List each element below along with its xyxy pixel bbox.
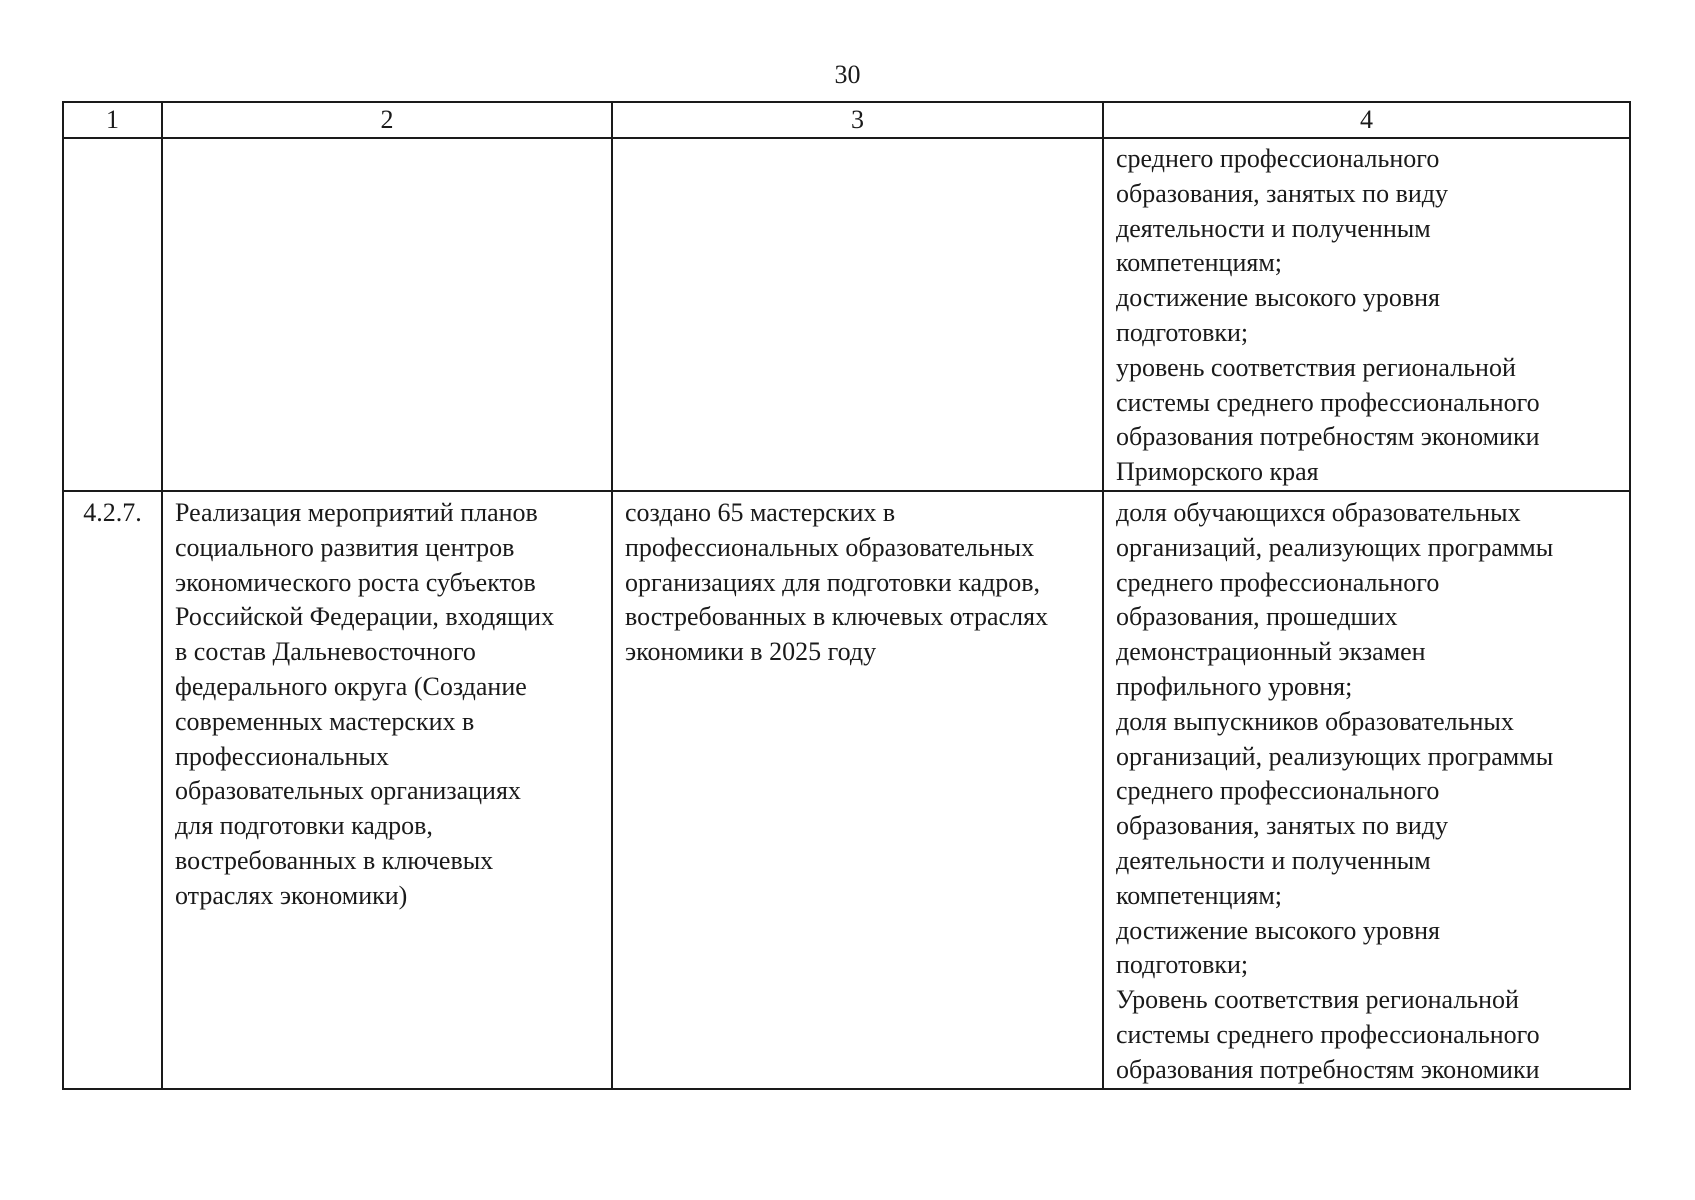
table-row [63,491,1630,1089]
cell-text-line: в состав Дальневосточного [175,637,476,667]
item-number-cell: 4.2.7. [63,491,162,1089]
cell-text-line: доля обучающихся образовательных [1116,497,1521,527]
cell-text-line: организаций, реализующих программы [1116,532,1554,562]
table-row [63,138,1630,491]
cell-text-line: образования потребностям экономики [1116,1054,1540,1084]
cell-text-line: востребованных в ключевых [175,845,494,875]
header-cell-3: 3 [612,102,1103,138]
cell-text-line: доля выпускников образовательных [1116,706,1514,736]
document-table [62,101,1631,1090]
cell-text-line: демонстрационный экзамен [1116,637,1426,667]
result-cell [612,491,1103,1089]
cell-text-line: современных мастерских в [175,706,475,736]
cell-text-line: организаций, реализующих программы [1116,741,1554,771]
cell-text-line: образования, занятых по виду [1116,178,1448,208]
table-header-row [63,102,1630,138]
indicators-cell [1103,491,1630,1089]
cell-text-line: для подготовки кадров, [175,811,433,841]
cell-text-line: деятельности и полученным [1116,213,1431,243]
measure-cell [162,491,612,1089]
cell-text-line: среднего профессионального [1116,144,1440,173]
cell-text-line: экономического роста субъектов [175,567,536,597]
cell-text-line: профильного уровня; [1116,671,1353,701]
cell-text-line: образовательных организациях [175,776,521,806]
measure-cell [162,138,612,491]
cell-text-line: востребованных в ключевых отраслях [625,602,1049,632]
cell-text-line: Уровень соответствия региональной [1116,985,1519,1015]
cell-text-line: подготовки; [1116,317,1249,347]
cell-text-line: уровень соответствия региональной [1116,352,1516,382]
cell-text-line: среднего профессионального [1116,567,1440,597]
item-number-cell [63,138,162,491]
cell-text-line: образования, занятых по виду [1116,811,1448,841]
header-cell-1: 1 [63,102,162,138]
cell-text-line: образования потребностям экономики [1116,422,1540,452]
cell-text-line: социального развития центров [175,532,515,562]
cell-text-line: образования, прошедших [1116,602,1398,632]
cell-text-line: федерального округа (Создание [175,671,527,701]
cell-text-line: профессиональных образовательных [625,532,1035,562]
cell-text-line: отраслях экономики) [175,880,408,910]
cell-text-line: компетенциям; [1116,880,1283,910]
header-cell-4: 4 [1103,102,1630,138]
cell-text-line: системы среднего профессионального [1116,1019,1540,1049]
cell-text-line: системы среднего профессионального [1116,387,1540,417]
cell-text-line: подготовки; [1116,950,1249,980]
page-number: 30 [834,60,861,89]
cell-text-line: достижение высокого уровня [1116,915,1440,945]
indicators-cell [1103,138,1630,491]
cell-text-line: организациях для подготовки кадров, [625,567,1040,597]
cell-text-line: достижение высокого уровня [1116,283,1440,313]
cell-text-line: экономики в 2025 году [625,637,877,667]
cell-text-line: профессиональных [175,741,389,771]
cell-text-line: Реализация мероприятий планов [175,497,538,527]
cell-text-line: Российской Федерации, входящих [175,602,555,632]
result-cell [612,138,1103,491]
header-cell-2: 2 [162,102,612,138]
cell-text-line: Приморского края [1116,457,1319,487]
cell-text-line: создано 65 мастерских в [625,497,896,527]
cell-text-line: компетенциям; [1116,248,1283,278]
cell-text-line: деятельности и полученным [1116,845,1431,875]
cell-text-line: среднего профессионального [1116,776,1440,806]
